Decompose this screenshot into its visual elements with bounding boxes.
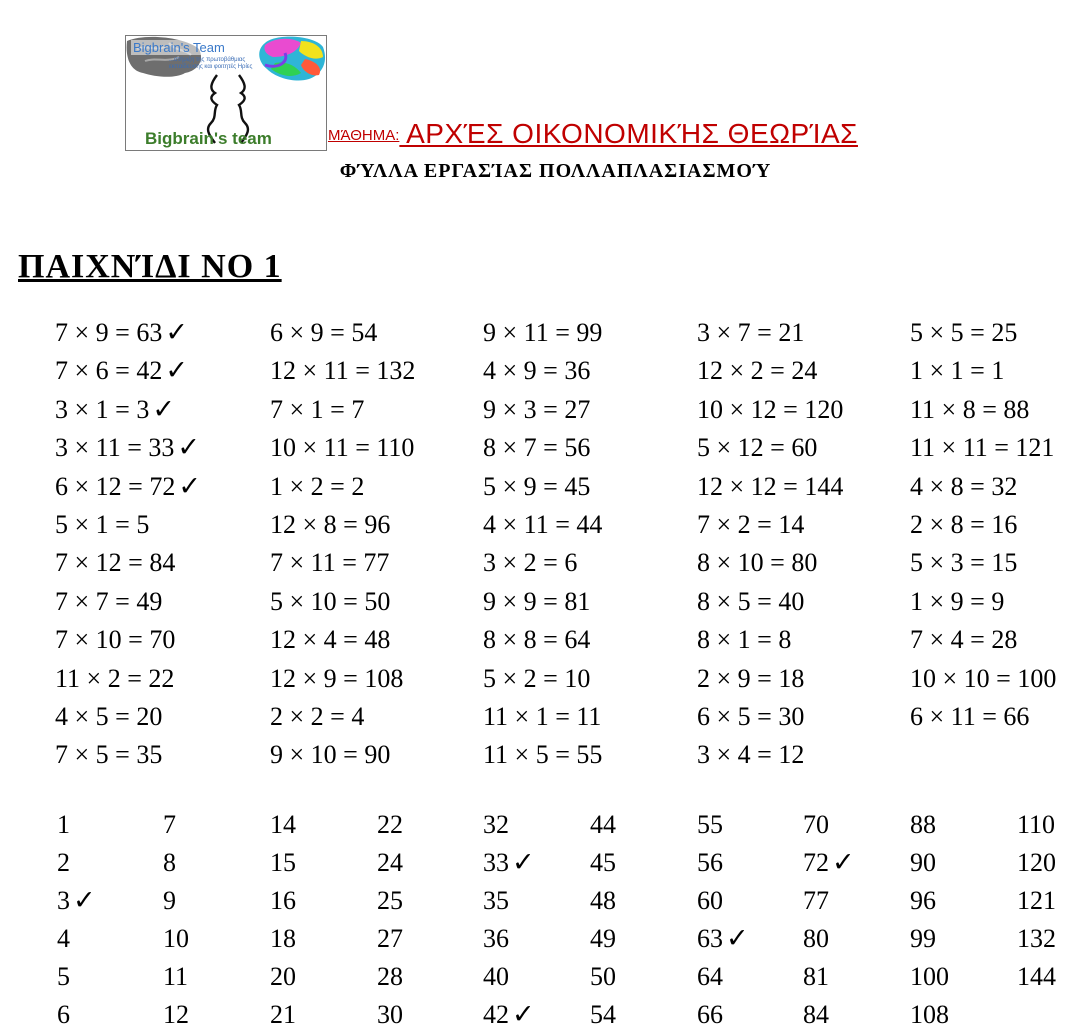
- equation-item: [270, 433, 414, 463]
- equation-item: [697, 587, 804, 617]
- answer-number: [590, 848, 616, 878]
- answer-number: [483, 924, 509, 954]
- answer-value: 11: [163, 962, 189, 991]
- answer-number: [590, 924, 616, 954]
- equation-item: [55, 395, 175, 425]
- equation-text: 1 × 1 = 1: [910, 356, 1005, 386]
- answer-number: [803, 1000, 829, 1030]
- equation-item: [55, 510, 149, 540]
- checkmark-icon: ✓: [152, 393, 175, 425]
- equation-text: 7 × 9 = 63: [55, 318, 163, 347]
- equation-text: 2 × 2 = 4: [270, 702, 365, 731]
- answer-value: 14: [270, 810, 296, 839]
- answer-value: 10: [163, 924, 189, 953]
- answer-number: [803, 886, 829, 916]
- answer-value: 121: [1017, 886, 1056, 915]
- equation-text: 4 × 11 = 44: [483, 510, 603, 539]
- answer-number: [377, 962, 403, 992]
- equation-item: [697, 702, 804, 732]
- equation-item: [483, 472, 590, 502]
- answer-number: [910, 924, 936, 954]
- equation-item: [483, 395, 590, 425]
- logo-tagline: ...στήριξη της πρωτοβάθμιας εκπαίδευσης και φοιτητές Ηρίες: [169, 57, 253, 70]
- equation-item: [270, 395, 364, 425]
- equation-item: [55, 472, 201, 502]
- answer-value: 27: [377, 924, 403, 953]
- logo-name: Bigbrain's team: [145, 129, 272, 148]
- equation-item: [483, 433, 590, 463]
- answer-value: 16: [270, 886, 296, 915]
- equation-text: 12 × 4 = 48: [270, 625, 391, 655]
- answer-value: 144: [1017, 962, 1056, 991]
- answer-value: 7: [163, 810, 176, 839]
- answer-value: 49: [590, 924, 616, 953]
- subject-label: ΜΆΘΗΜΑ:: [328, 127, 400, 144]
- answer-number: [910, 1000, 949, 1030]
- equation-text: 6 × 5 = 30: [697, 702, 805, 731]
- equation-text: 8 × 5 = 40: [697, 586, 805, 616]
- equation-text: 6 × 9 = 54: [270, 318, 378, 347]
- equation-item: [55, 740, 162, 770]
- checkmark-icon: ✓: [832, 847, 855, 878]
- answer-number: [163, 848, 176, 878]
- equation-text: 9 × 11 = 99: [483, 318, 603, 347]
- answer-value: 28: [377, 962, 403, 991]
- checkmark-icon: ✓: [178, 470, 201, 502]
- answer-number: [697, 886, 723, 916]
- equation-item: [483, 548, 577, 578]
- answer-value: 12: [163, 1000, 189, 1029]
- answer-number: [803, 848, 855, 878]
- checkmark-icon: ✓: [177, 432, 200, 464]
- answer-number: [910, 810, 936, 840]
- logo-brand-text: Bigbrain's Team: [133, 40, 225, 55]
- equation-text: 12 × 9 = 108: [270, 663, 404, 693]
- answer-value: 100: [910, 962, 949, 991]
- equation-item: [55, 356, 188, 386]
- answer-number: [57, 962, 70, 992]
- equation-text: 3 × 11 = 33: [55, 433, 175, 463]
- equation-text: 11 × 2 = 22: [55, 663, 175, 693]
- equation-text: 7 × 1 = 7: [270, 394, 365, 424]
- answer-value: 33: [483, 848, 509, 877]
- answer-value: 120: [1017, 848, 1056, 877]
- answer-number: [697, 1000, 723, 1030]
- equation-item: [910, 356, 1004, 386]
- answer-value: 24: [377, 848, 403, 877]
- equation-text: 9 × 9 = 81: [483, 586, 591, 616]
- answer-number: [1017, 962, 1056, 992]
- answer-value: 108: [910, 1000, 949, 1029]
- equation-item: [697, 625, 791, 655]
- answer-value: 36: [483, 924, 509, 953]
- checkmark-icon: ✓: [73, 885, 96, 916]
- equation-text: 5 × 10 = 50: [270, 586, 391, 616]
- answer-value: 90: [910, 848, 936, 877]
- answer-number: [57, 886, 96, 916]
- equation-item: [483, 318, 602, 348]
- answer-value: 15: [270, 848, 296, 877]
- answer-value: 132: [1017, 924, 1056, 953]
- equation-text: 7 × 6 = 42: [55, 356, 163, 386]
- subject-heading: [328, 118, 858, 150]
- answer-number: [377, 1000, 403, 1030]
- answer-number: [57, 810, 70, 840]
- answer-number: [483, 886, 509, 916]
- equation-item: [910, 702, 1029, 732]
- game-title: ΠΑΙΧΝΊΔΙ ΝΟ 1: [18, 248, 282, 285]
- equation-item: [910, 548, 1017, 578]
- equation-text: 11 × 1 = 11: [483, 702, 602, 731]
- answer-value: 9: [163, 886, 176, 915]
- answer-value: 30: [377, 1000, 403, 1029]
- answer-value: 66: [697, 1000, 723, 1029]
- equation-item: [270, 740, 390, 770]
- equation-item: [55, 433, 200, 463]
- answer-value: 6: [57, 1000, 70, 1029]
- answer-number: [910, 886, 936, 916]
- equation-item: [270, 702, 364, 732]
- answer-number: [803, 924, 829, 954]
- answer-number: [270, 886, 296, 916]
- answer-number: [1017, 810, 1055, 840]
- answer-value: 32: [483, 810, 509, 839]
- answer-value: 64: [697, 962, 723, 991]
- equation-text: 3 × 2 = 6: [483, 548, 578, 578]
- answer-value: 25: [377, 886, 403, 915]
- answer-value: 18: [270, 924, 296, 953]
- checkmark-icon: ✓: [165, 317, 188, 348]
- checkmark-icon: ✓: [726, 923, 749, 954]
- equation-text: 5 × 3 = 15: [910, 548, 1018, 578]
- answer-value: 77: [803, 886, 829, 915]
- equation-text: 5 × 5 = 25: [910, 318, 1018, 347]
- equation-item: [270, 472, 364, 502]
- bigbrain-logo: [125, 35, 327, 151]
- equation-text: 11 × 8 = 88: [910, 394, 1030, 424]
- equation-item: [910, 472, 1017, 502]
- answer-value: 84: [803, 1000, 829, 1029]
- equation-text: 8 × 1 = 8: [697, 625, 792, 655]
- equation-text: 7 × 11 = 77: [270, 548, 390, 578]
- equation-text: 4 × 8 = 32: [910, 471, 1018, 501]
- equation-text: 7 × 7 = 49: [55, 586, 163, 616]
- equation-item: [483, 625, 590, 655]
- equation-text: 7 × 12 = 84: [55, 548, 176, 578]
- equation-item: [697, 395, 843, 425]
- equation-item: [910, 587, 1004, 617]
- answer-number: [483, 1000, 535, 1030]
- equation-item: [55, 318, 188, 348]
- equation-text: 7 × 2 = 14: [697, 510, 805, 539]
- equation-item: [270, 548, 389, 578]
- equation-text: 12 × 12 = 144: [697, 471, 844, 501]
- equation-item: [697, 356, 817, 386]
- equation-item: [483, 356, 590, 386]
- equation-item: [910, 395, 1029, 425]
- answer-value: 40: [483, 962, 509, 991]
- answer-value: 20: [270, 962, 296, 991]
- equation-text: 10 × 11 = 110: [270, 433, 415, 463]
- answer-number: [377, 886, 403, 916]
- equation-text: 12 × 2 = 24: [697, 356, 818, 386]
- answer-number: [803, 962, 829, 992]
- equation-item: [270, 318, 377, 348]
- equation-text: 5 × 12 = 60: [697, 433, 818, 463]
- answer-number: [1017, 886, 1056, 916]
- equation-text: 5 × 9 = 45: [483, 471, 591, 501]
- equation-item: [55, 702, 162, 732]
- equation-item: [483, 740, 602, 770]
- equation-item: [697, 433, 817, 463]
- answer-value: 21: [270, 1000, 296, 1029]
- equation-text: 7 × 5 = 35: [55, 740, 163, 770]
- answer-value: 44: [590, 810, 616, 839]
- equation-text: 10 × 10 = 100: [910, 663, 1057, 693]
- equation-text: 3 × 1 = 3: [55, 394, 150, 424]
- answer-number: [590, 962, 616, 992]
- answer-value: 96: [910, 886, 936, 915]
- answer-number: [377, 924, 403, 954]
- answer-value: 81: [803, 962, 829, 991]
- equation-item: [483, 664, 590, 694]
- answer-value: 88: [910, 810, 936, 839]
- equation-item: [697, 548, 817, 578]
- equation-item: [697, 472, 843, 502]
- equation-item: [910, 318, 1017, 348]
- answer-value: 8: [163, 848, 176, 877]
- answer-number: [270, 1000, 296, 1030]
- answer-number: [1017, 924, 1056, 954]
- answer-number: [483, 810, 509, 840]
- equation-item: [910, 510, 1017, 540]
- answer-value: 54: [590, 1000, 616, 1029]
- answer-value: 70: [803, 810, 829, 839]
- equation-item: [697, 740, 804, 770]
- equation-text: 11 × 11 = 121: [910, 433, 1055, 463]
- equation-text: 10 × 12 = 120: [697, 394, 844, 424]
- answer-value: 72: [803, 848, 829, 877]
- equation-item: [483, 510, 602, 540]
- equation-item: [55, 587, 162, 617]
- equation-text: 6 × 11 = 66: [910, 702, 1030, 731]
- answer-number: [697, 810, 723, 840]
- answer-value: 5: [57, 962, 70, 991]
- equation-text: 9 × 10 = 90: [270, 740, 391, 770]
- answer-value: 55: [697, 810, 723, 839]
- answer-number: [910, 962, 949, 992]
- answer-number: [483, 848, 535, 878]
- equation-text: 7 × 4 = 28: [910, 625, 1018, 655]
- equation-text: 12 × 8 = 96: [270, 510, 391, 539]
- subject-value: ΑΡΧΈΣ ΟΙΚΟΝΟΜΙΚΉΣ ΘΕΩΡΊΑΣ: [399, 118, 858, 149]
- answer-number: [803, 810, 829, 840]
- answer-number: [270, 962, 296, 992]
- answer-number: [270, 810, 296, 840]
- answer-number: [590, 1000, 616, 1030]
- equation-item: [270, 587, 390, 617]
- checkmark-icon: ✓: [512, 847, 535, 878]
- equation-text: 6 × 12 = 72: [55, 471, 176, 501]
- equation-text: 3 × 4 = 12: [697, 740, 805, 770]
- equation-item: [270, 625, 390, 655]
- equation-item: [910, 625, 1017, 655]
- answer-value: 3: [57, 886, 70, 915]
- answer-value: 60: [697, 886, 723, 915]
- equation-item: [55, 548, 175, 578]
- equation-text: 7 × 10 = 70: [55, 625, 176, 655]
- equation-text: 8 × 8 = 64: [483, 625, 591, 655]
- checkmark-icon: ✓: [165, 355, 188, 387]
- answer-number: [910, 848, 936, 878]
- answer-number: [163, 962, 188, 992]
- equation-text: 11 × 5 = 55: [483, 740, 603, 770]
- worksheet-title: ΦΎΛΛΑ ΕΡΓΑΣΊΑΣ ΠΟΛΛΑΠΛΑΣΙΑΣΜΟΎ: [339, 160, 772, 182]
- equation-text: 2 × 9 = 18: [697, 663, 805, 693]
- answer-number: [163, 886, 176, 916]
- answer-number: [270, 848, 296, 878]
- answer-number: [590, 810, 616, 840]
- equation-text: 4 × 5 = 20: [55, 702, 163, 731]
- equation-text: 1 × 2 = 2: [270, 471, 365, 501]
- equation-item: [910, 433, 1054, 463]
- answer-value: 35: [483, 886, 509, 915]
- answer-number: [697, 962, 723, 992]
- answer-value: 110: [1017, 810, 1056, 839]
- checkmark-icon: ✓: [512, 999, 535, 1030]
- equation-text: 12 × 11 = 132: [270, 356, 416, 386]
- equation-text: 5 × 2 = 10: [483, 663, 591, 693]
- answer-value: 2: [57, 848, 70, 877]
- equation-item: [270, 356, 415, 386]
- equation-item: [697, 318, 804, 348]
- answer-number: [57, 1000, 70, 1030]
- equation-item: [483, 702, 601, 732]
- equation-text: 8 × 7 = 56: [483, 433, 591, 463]
- equation-text: 8 × 10 = 80: [697, 548, 818, 578]
- equation-text: 3 × 7 = 21: [697, 318, 805, 347]
- answer-value: 63: [697, 924, 723, 953]
- answer-number: [377, 810, 403, 840]
- answer-number: [697, 924, 749, 954]
- equation-text: 4 × 9 = 36: [483, 356, 591, 386]
- equation-item: [697, 510, 804, 540]
- answer-value: 56: [697, 848, 723, 877]
- equation-text: 9 × 3 = 27: [483, 394, 591, 424]
- answer-number: [590, 886, 616, 916]
- answer-number: [163, 924, 189, 954]
- equation-item: [270, 664, 403, 694]
- answer-value: 22: [377, 810, 403, 839]
- equation-text: 5 × 1 = 5: [55, 510, 150, 539]
- answer-number: [483, 962, 509, 992]
- answer-number: [57, 848, 70, 878]
- answer-value: 48: [590, 886, 616, 915]
- equation-item: [697, 664, 804, 694]
- answer-value: 4: [57, 924, 70, 953]
- answer-number: [1017, 848, 1056, 878]
- answer-value: 1: [57, 810, 70, 839]
- equation-item: [910, 664, 1056, 694]
- answer-number: [270, 924, 296, 954]
- answer-value: 80: [803, 924, 829, 953]
- equation-text: 2 × 8 = 16: [910, 510, 1018, 539]
- answer-number: [57, 924, 70, 954]
- answer-value: 45: [590, 848, 616, 877]
- answer-number: [163, 810, 176, 840]
- answer-value: 42: [483, 1000, 509, 1029]
- equation-item: [270, 510, 390, 540]
- answer-value: 50: [590, 962, 616, 991]
- equation-text: 1 × 9 = 9: [910, 586, 1005, 616]
- answer-number: [377, 848, 403, 878]
- answer-value: 99: [910, 924, 936, 953]
- equation-item: [55, 664, 174, 694]
- answer-number: [697, 848, 723, 878]
- equation-item: [55, 625, 175, 655]
- answer-number: [163, 1000, 189, 1030]
- equation-item: [483, 587, 590, 617]
